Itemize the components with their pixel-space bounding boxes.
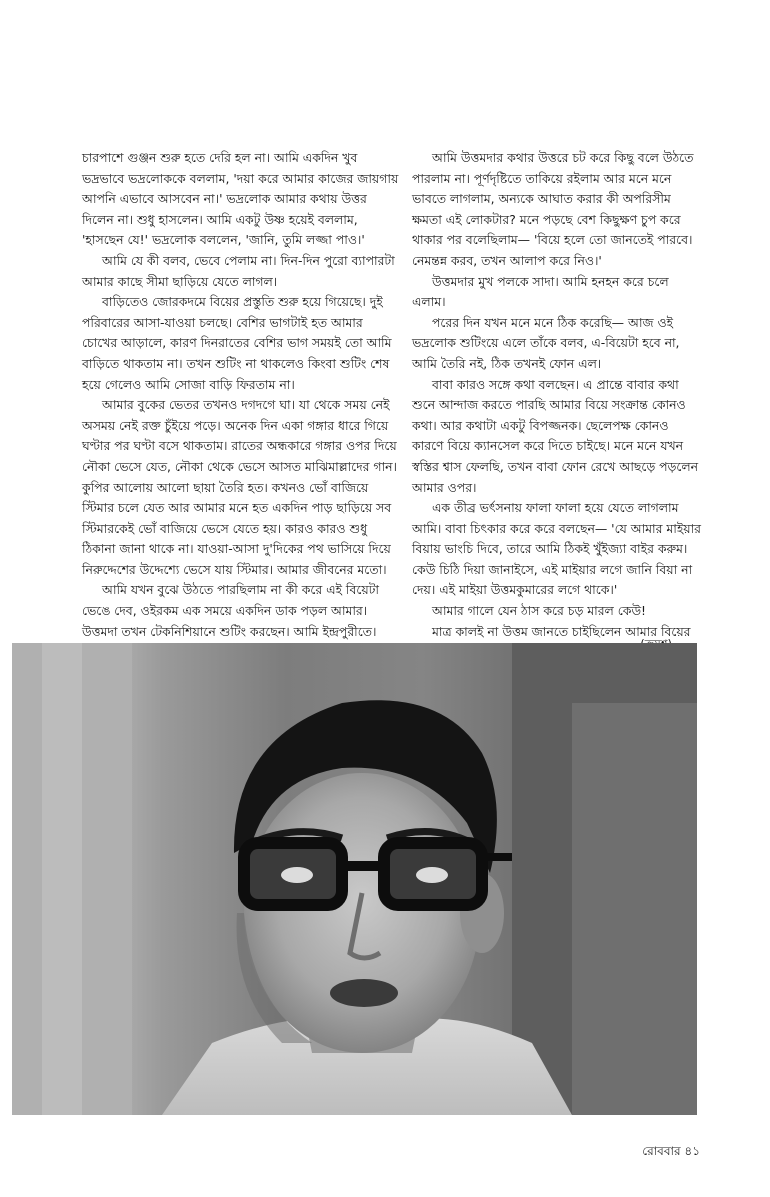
paragraph: আমি যখন বুঝে উঠতে পারছিলাম না কী করে এই বিয়েটা ভেঙে দেব, ওইরকম এক সময়ে একদিন ডাক পড়ল আমার। উত্তমদা তখন টেকনিশিয়ানে শুটিং করছেন। আমি ইন্দ্রপুরীতে। xyxy=(82,582,379,639)
paragraph: আমি যে কী বলব, ভেবে পেলাম না। দিন-দিন পুরো ব্যাপারটা আমার কাছে সীমা ছাড়িয়ে যেতে লাগল। xyxy=(82,252,395,289)
portrait-illustration xyxy=(12,643,697,1115)
paragraph: বাবা কারও সঙ্গে কথা বলছেন। এ প্রান্তে বাবার কথা শুনে আন্দাজ করতে পারছি আমার বিয়ে সংক্রান্ত কোনও কথা। আর কথাটা একটু বিপজ্জনক। ছেলেপক্ষ কোনও কারণে বিয়ে ক্যানসেল করে দিতে চাইছে। মনে মনে যখন স্বস্তির শ্বাস ফেলছি, তখন বাবা ফোন রেখে আছড়ে পড়লেন আমার ওপর। xyxy=(412,376,698,495)
paragraph: আমি উত্তমদার কথার উত্তরে চট করে কিছু বলে উঠতে পারলাম না। পূর্ণদৃষ্টিতে তাকিয়ে রইলাম আর মনে মনে ভাবতে লাগলাম, অন্যকে আঘাত করার কী অপরিসীম ক্ষমতা এই লোকটার? মনে পড়ছে বেশ কিছুক্ষণ চুপ করে থাকার পর বলেছিলাম— 'বিয়ে হলে তো জানতেই পারবে। নেমন্তন্ন করব, তখন আলাপ করে নিও।' xyxy=(412,150,694,268)
page-footer: রোববার ৪১ xyxy=(642,1144,700,1158)
paragraph: আমার গালে যেন ঠাস করে চড় মারল কেউ! xyxy=(432,603,647,619)
paragraph: আমার বুকের ভেতর তখনও দগদগে ঘা। যা থেকে সময় নেই অসময় নেই রক্ত চুঁইয়ে পড়ে। অনেক দিন একা গঙ্গার ধারে গিয়ে ঘণ্টার পর ঘণ্টা বসে থাকতাম। রাতের অন্ধকারে গঙ্গার ওপর দিয়ে নৌকা ভেসে যেত, নৌকা থেকে ভেসে আসত মাঝিমাল্লাদের গান। কুপির আলোয় আলো ছায়া তৈরি হত। কখনও ভোঁ বাজিয়ে স্টিমার চলে যেত আর আমার মনে হত একদিন পাড় ছাড়িয়ে সব স্টিমারকেই ভোঁ বাজিয়ে ভেসে যেতে হয়। কারও কারও শুধু ঠিকানা জানা থাকে না। যাওয়া-আসা দু'দিকের পথ ভাসিয়ে দিয়ে নিরুদ্দেশের উদ্দেশ্যে ভেসে যায় স্টিমার। আমার জীবনের মতো। xyxy=(82,397,397,577)
article-column-left xyxy=(82,148,400,704)
portrait-photo xyxy=(12,643,697,1115)
paragraph: উত্তমদার মুখ পলকে সাদা। আমি হনহন করে চলে এলাম। xyxy=(412,273,669,310)
paragraph: মাত্র কালই না উত্তম জানতে চাইছিলেন আমার বিয়ের xyxy=(432,623,691,639)
paragraph: পরের দিন যখন মনে মনে ঠিক করেছি— আজ ওই ভদ্রলোক শুটিংয়ে এলে তাঁকে বলব, এ-বিয়েটা হবে না, আমি তৈরি নই, ঠিক তখনই ফোন এল। xyxy=(412,314,680,371)
paragraph: বাড়িতেও জোরকদমে বিয়ের প্রস্তুতি শুরু হয়ে গিয়েছে। দুই পরিবারের আসা-যাওয়া চলছে। বেশির ভাগটাই হত আমার চোখের আড়ালে, কারণ দিনরাতের বেশির ভাগ সময়ই তো আমি বাড়িতে থাকতাম না। তখন শুটিং না থাকলেও কিংবা শুটিং শেষ হয়ে গেলেও আমি সোজা বাড়ি ফিরতাম না। xyxy=(82,294,392,392)
paragraph: এক তীব্র ভর্ৎসনায় ফালা ফালা হয়ে যেতে লাগলাম আমি। বাবা চিৎকার করে করে বলছেন— 'যে আমার মাইয়ার বিয়ায় ভাংচি দিবে, তারে আমি ঠিকই খুঁইজ্যা বাইর করুম। কেউ চিঠি দিয়া জানাইসে, এই মাইয়ার লগে জানি বিয়া না দেয়। এই মাইয়া উত্তমকুমারের লগে থাকে।' xyxy=(412,500,701,598)
paragraph: চারপাশে গুঞ্জন শুরু হতে দেরি হল না। আমি একদিন খুব ভদ্রভাবে ভদ্রলোককে বললাম, 'দয়া করে আমার কাজের জায়গায় আপনি এভাবে আসবেন না।' ভদ্রলোক আমার কথায় উত্তর দিলেন না। শুধু হাসলেন। আমি একটু উষ্ণ হয়েই বললাম, 'হাসছেন যে!' ভদ্রলোক বললেন, 'জানি, তুমি লজ্জা পাও।' xyxy=(82,150,399,248)
